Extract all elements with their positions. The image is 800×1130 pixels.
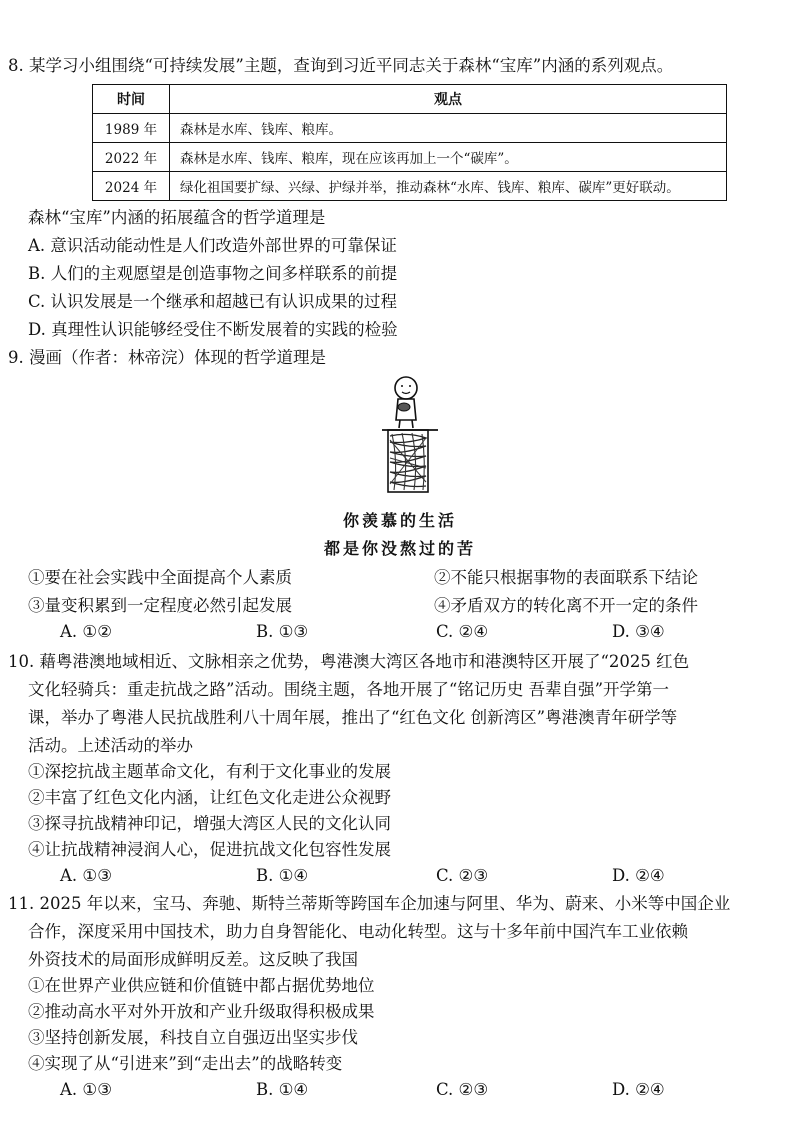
- q11-choice-c: C. ②③: [436, 1080, 489, 1099]
- q11-stem-line3: 外资技术的局面形成鲜明反差。这反映了我国: [28, 950, 358, 969]
- q8-option-c: C. 认识发展是一个继承和超越已有认识成果的过程: [28, 292, 398, 311]
- q11-choice-b: B. ①④: [256, 1080, 309, 1099]
- q8-option-d: D. 真理性认识能够经受住不断发展着的实践的检验: [28, 320, 398, 339]
- q10-stem-line2: 文化轻骑兵：重走抗战之路”活动。围绕主题，各地开展了“铭记历史 吾辈自强”开学第一: [28, 680, 670, 699]
- q8-option-b: B. 人们的主观愿望是创造事物之间多样联系的前提: [28, 264, 398, 283]
- table-cell-year: 2022 年: [93, 143, 170, 172]
- table-cell-view: 绿化祖国要扩绿、兴绿、护绿并举，推动森林“水库、钱库、粮库、碳库”更好联动。: [170, 172, 727, 201]
- q10-choice-b: B. ①④: [256, 866, 309, 885]
- q10-statement-2: ②丰富了红色文化内涵，让红色文化走进公众视野: [28, 788, 391, 807]
- table-cell-year: 2024 年: [93, 172, 170, 201]
- q8-views-table: [92, 84, 727, 201]
- q10-choice-d: D. ②④: [612, 866, 665, 885]
- table-header-view: 观点: [170, 85, 727, 114]
- q11-choice-a: A. ①③: [60, 1080, 112, 1099]
- table-row: [93, 143, 727, 172]
- q9-statement-4: ④矛盾双方的转化离不开一定的条件: [434, 596, 698, 615]
- table-row: [93, 114, 727, 143]
- q9-stem: 9. 漫画（作者：林帝浣）体现的哲学道理是: [8, 348, 326, 367]
- q11-stem-line1: 11. 2025 年以来，宝马、奔驰、斯特兰蒂斯等跨国车企加速与阿里、华为、蔚来、小米等中国企业: [8, 894, 731, 913]
- q11-statement-1: ①在世界产业供应链和价值链中都占据优势地位: [28, 976, 375, 995]
- q10-statement-4: ④让抗战精神浸润人心，促进抗战文化包容性发展: [28, 840, 391, 859]
- q9-statement-3: ③量变积累到一定程度必然引起发展: [28, 596, 292, 615]
- q10-stem-line1: 10. 藉粤港澳地域相近、文脉相亲之优势，粤港澳大湾区各地市和港澳特区开展了“2025 红色: [8, 652, 690, 671]
- q10-statement-1: ①深挖抗战主题革命文化，有利于文化事业的发展: [28, 762, 391, 781]
- q10-choice-c: C. ②③: [436, 866, 489, 885]
- table-cell-year: 1989 年: [93, 114, 170, 143]
- q11-statement-4: ④实现了从“引进来”到“走出去”的战略转变: [28, 1054, 343, 1073]
- q8-option-a: A. 意识活动能动性是人们改造外部世界的可靠保证: [28, 236, 397, 255]
- q10-choice-a: A. ①③: [60, 866, 112, 885]
- comic-caption-line1: 你羡慕的生活: [342, 511, 457, 530]
- q11-statement-3: ③坚持创新发展，科技自立自强迈出坚实步伐: [28, 1028, 358, 1047]
- q9-statement-2: ②不能只根据事物的表面联系下结论: [434, 568, 698, 587]
- q9-statement-1: ①要在社会实践中全面提高个人素质: [28, 568, 292, 587]
- q8-stem: 8. 某学习小组围绕“可持续发展”主题，查询到习近平同志关于森林“宝库”内涵的系列观点。: [8, 56, 674, 75]
- q11-statement-2: ②推动高水平对外开放和产业升级取得积极成果: [28, 1002, 375, 1021]
- table-header-time: 时间: [93, 85, 170, 114]
- q11-stem-line2: 合作，深度采用中国技术，助力自身智能化、电动化转型。这与十多年前中国汽车工业依赖: [28, 922, 688, 941]
- q8-question: 森林“宝库”内涵的拓展蕴含的哲学道理是: [28, 208, 326, 227]
- comic-caption-line2: 都是你没熬过的苦: [323, 539, 476, 558]
- table-cell-view: 森林是水库、钱库、粮库。: [170, 114, 727, 143]
- q9-choice-b: B. ①③: [256, 622, 309, 641]
- q10-stem-line4: 活动。上述活动的举办: [28, 736, 193, 755]
- q11-choice-d: D. ②④: [612, 1080, 665, 1099]
- comic-illustration: [378, 372, 448, 502]
- table-row: [93, 172, 727, 201]
- q9-choice-a: A. ①②: [60, 622, 112, 641]
- q9-choice-c: C. ②④: [436, 622, 489, 641]
- table-header-row: [93, 85, 727, 114]
- q9-choice-d: D. ③④: [612, 622, 665, 641]
- q10-stem-line3: 课，举办了粤港人民抗战胜利八十周年展，推出了“红色文化 创新湾区”粤港澳青年研学等: [28, 708, 678, 727]
- q10-statement-3: ③探寻抗战精神印记，增强大湾区人民的文化认同: [28, 814, 391, 833]
- table-cell-view: 森林是水库、钱库、粮库，现在应该再加上一个“碳库”。: [170, 143, 727, 172]
